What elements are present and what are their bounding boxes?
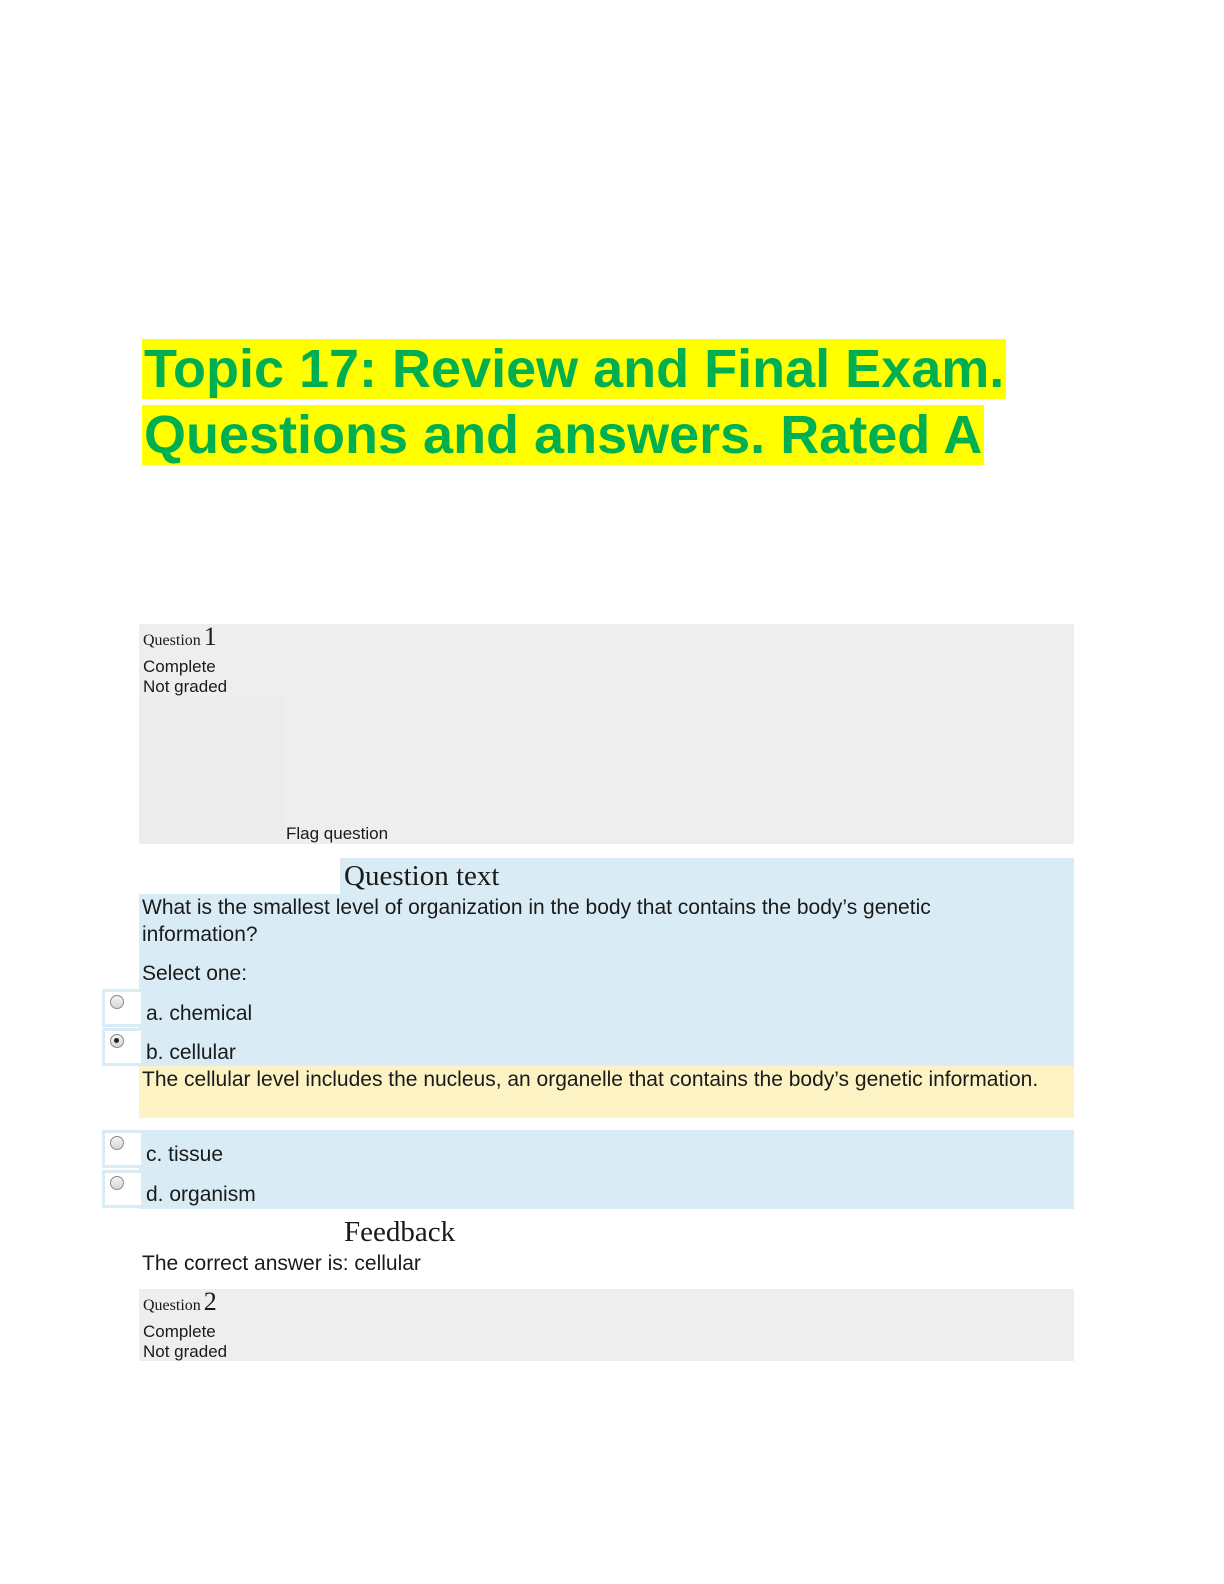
radio-unchecked-icon[interactable] [110, 1176, 124, 1190]
option-c[interactable]: c. tissue [146, 1143, 224, 1166]
option-a-radio-cell [102, 989, 146, 1027]
flag-area [139, 697, 285, 844]
question-number: Question 1 [143, 622, 217, 651]
flag-question-link[interactable]: Flag question [286, 824, 389, 843]
question-grade: Not graded [143, 1342, 228, 1361]
radio-unchecked-icon[interactable] [110, 1136, 124, 1150]
radio-checked-icon[interactable] [110, 1034, 124, 1048]
correct-answer: The correct answer is: cellular [142, 1252, 421, 1275]
title-line-2: Questions and answers. Rated A [144, 405, 983, 465]
select-one-prompt: Select one: [142, 962, 248, 985]
question-text-heading: Question text [344, 860, 500, 892]
option-b-radio-cell [102, 1028, 146, 1066]
title-line-1: Topic 17: Review and Final Exam. [144, 339, 1005, 399]
question-text: What is the smallest level of organization in the body that contains the body’s genetic information? [142, 896, 931, 946]
question-number-value: 2 [203, 1287, 217, 1316]
question-number-value: 1 [203, 622, 217, 651]
option-d-radio-cell [102, 1170, 146, 1208]
question-options-box [139, 1130, 1074, 1209]
option-b[interactable]: b. cellular [146, 1041, 236, 1064]
option-d[interactable]: d. organism [146, 1183, 256, 1206]
question-number: Question 2 [143, 1287, 217, 1316]
question-status: Complete [143, 657, 216, 676]
question-2-info [139, 1289, 1074, 1361]
radio-unchecked-icon[interactable] [110, 995, 124, 1009]
option-a[interactable]: a. chemical [146, 1002, 253, 1025]
document-title [142, 336, 1006, 468]
question-1-info [139, 624, 1074, 844]
option-c-radio-cell [102, 1130, 146, 1168]
question-grade: Not graded [143, 677, 228, 696]
question-status: Complete [143, 1322, 216, 1341]
feedback-heading: Feedback [344, 1216, 456, 1248]
specific-feedback: The cellular level includes the nucleus, an organelle that contains the body’s genetic information. [142, 1068, 1039, 1091]
